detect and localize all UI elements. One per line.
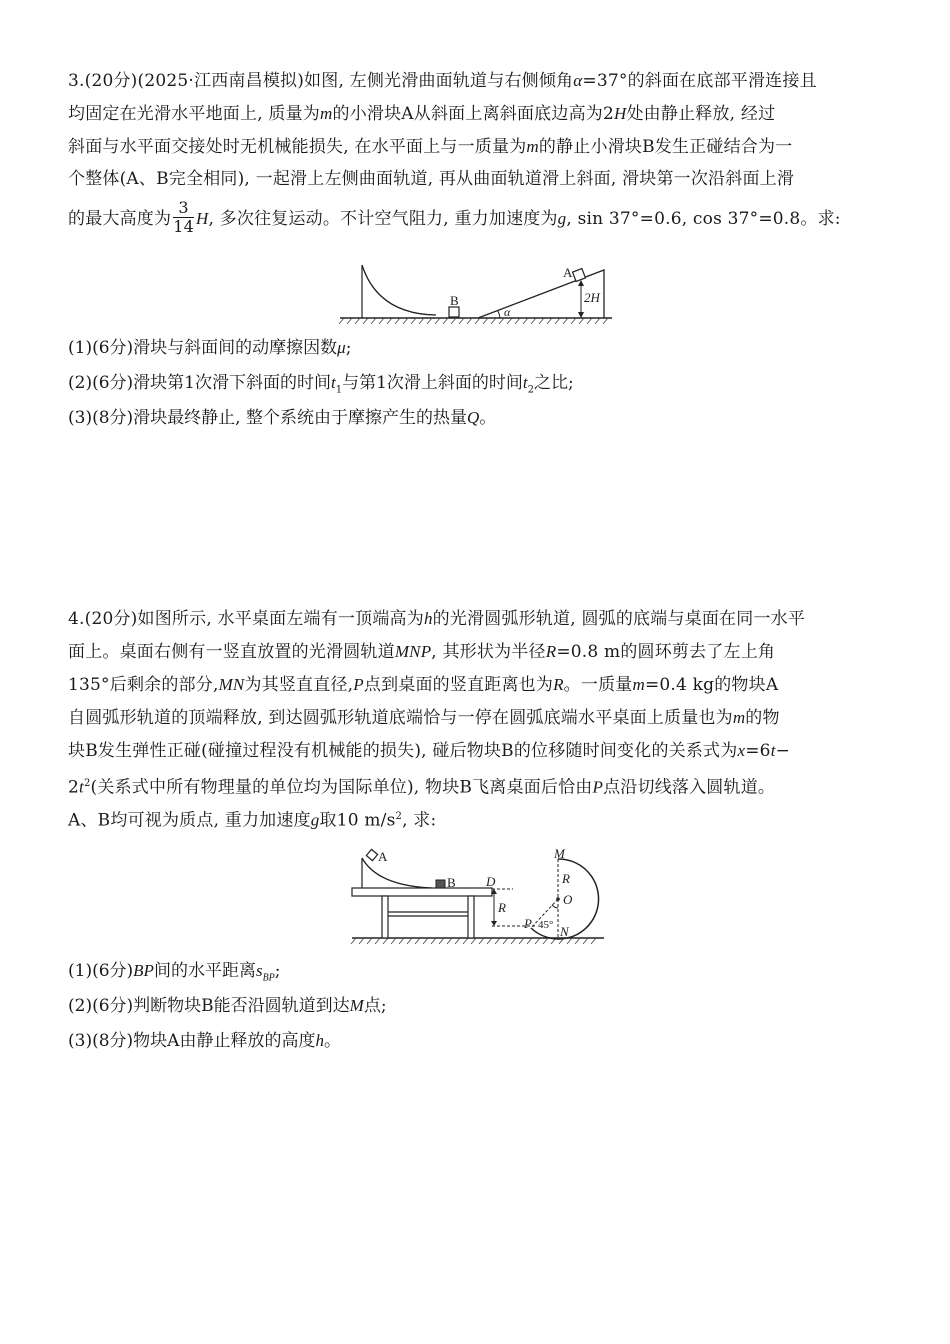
q3-subquestion-1: (1)(6分)滑块与斜面间的动摩擦因数μ; xyxy=(68,338,352,358)
q4-subquestion-1: (1)(6分)BP间的水平距离$s_{BP}$; xyxy=(68,961,281,984)
q4-angle-arc xyxy=(552,905,558,908)
q4-label-o: O xyxy=(563,892,573,907)
q4-label-p: P xyxy=(524,916,532,931)
q3-block-b xyxy=(449,307,459,317)
q3-line-1: 3.(20分)(2025·江西南昌模拟)如图, 左侧光滑曲面轨道与右侧倾角α=37°的斜面在底部平滑连接且 xyxy=(68,71,817,91)
q4-subquestion-2: (2)(6分)判断物块B能否沿圆轨道到达M点; xyxy=(68,996,387,1016)
q4-table-leg-left xyxy=(382,896,388,938)
q4-block-a xyxy=(366,849,377,860)
q4-label-d: D xyxy=(486,874,496,889)
q4-center-o xyxy=(556,897,560,901)
q4-block-b xyxy=(436,880,445,888)
question-4-text xyxy=(68,602,884,833)
q3-subquestion-2: (2)(6分)滑块第1次滑下斜面的时间$t_1$与第1次滑上斜面的时间$t_2$之比; xyxy=(68,373,574,396)
q4-line-4: 自圆弧形轨道的顶端释放, 到达圆弧形轨道底端恰与一停在圆弧底端水平桌面上质量也为m的物 xyxy=(68,708,780,728)
q4-label-b: B xyxy=(447,875,456,890)
q4-line-7: A、B均可视为质点, 重力加速度g取10 $m/s^2$, 求: xyxy=(68,810,437,831)
q4-subquestion-3: (3)(8分)物块A由静止释放的高度h。 xyxy=(68,1031,341,1051)
q4-label-a: A xyxy=(378,849,388,864)
q4-line-2: 面上。桌面右侧有一竖直放置的光滑圆轨道MNP, 其形状为半径R=0.8 m的圆环剪去了左上角 xyxy=(68,642,776,662)
q3-curved-track xyxy=(362,265,436,315)
q4-line-6: $2t^2$(关系式中所有物理量的单位均为国际单位), 物块B飞离桌面后恰由P点沿切线落入圆轨道。 xyxy=(68,777,776,798)
q4-r-arrow-down xyxy=(491,921,497,926)
fraction-3-14: $\frac{3}{14}$ xyxy=(173,198,194,236)
q3-line-4: 个整体(A、B完全相同), 一起滑上左侧曲面轨道, 再从曲面轨道滑上斜面, 滑块第一次沿斜面上滑 xyxy=(68,169,795,189)
q3-angle-arc xyxy=(498,311,500,318)
q4-label-n: N xyxy=(560,924,569,939)
q4-label-r-height: R xyxy=(498,900,506,915)
q4-table-top xyxy=(352,888,492,896)
q4-label-45: 45° xyxy=(538,919,554,931)
q4-arc-track xyxy=(362,858,432,888)
q4-line-5: 块B发生弹性正碰(碰撞过程没有机械能的损失), 碰后物块B的位移随时间变化的关系式为x=6t− xyxy=(68,741,791,761)
q3-label-b: B xyxy=(450,293,459,308)
q3-subquestion-3: (3)(8分)滑块最终静止, 整个系统由于摩擦产生的热量Q。 xyxy=(68,408,497,428)
q3-figure xyxy=(338,262,618,326)
q3-arrow-down xyxy=(578,312,584,318)
q4-line-3: 135°后剩余的部分,MN为其竖直直径,P点到桌面的竖直距离也为R。一质量m=0.4 kg的物块A xyxy=(68,675,779,695)
q3-ground-hatch xyxy=(339,318,608,324)
q4-label-m: M xyxy=(554,846,565,861)
q3-line-5: 的最大高度为 $\frac{3}{14}$ H, 多次往复运动。不计空气阻力, 重力加速度为g, sin 37°=0.6, cos 37°=0.8。求: xyxy=(68,198,841,236)
q3-block-a xyxy=(573,269,586,282)
q4-figure xyxy=(348,846,608,946)
q4-label-r-radius: R xyxy=(562,871,570,886)
q3-line-2: 均固定在光滑水平地面上, 质量为m的小滑块A从斜面上离斜面底边高为2H处由静止释放, 经过 xyxy=(68,104,776,124)
q3-label-a: A xyxy=(563,265,573,280)
q4-table-leg-right xyxy=(468,896,474,938)
question-3-text xyxy=(68,64,884,242)
q3-label-2h: 2H xyxy=(584,290,600,305)
q4-line-1: 4.(20分)如图所示, 水平桌面左端有一顶端高为h的光滑圆弧形轨道, 圆弧的底端与桌面在同一水平 xyxy=(68,609,806,629)
q3-line-3: 斜面与水平面交接处时无机械能损失, 在水平面上与一质量为m的静止小滑块B发生正碰结合为一 xyxy=(68,137,793,157)
q3-label-alpha: α xyxy=(504,305,511,319)
